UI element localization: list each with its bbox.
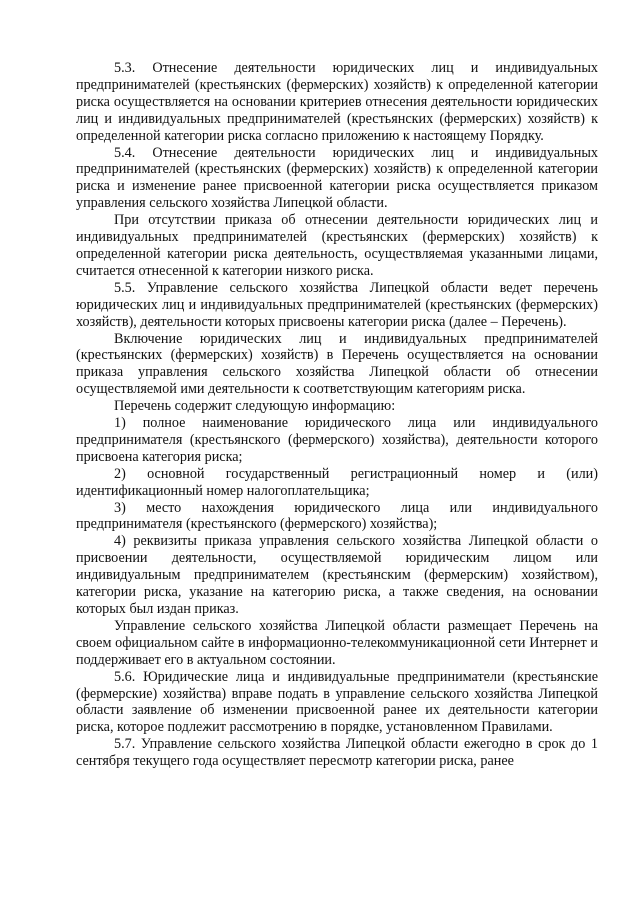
list-item-3: 3) место нахождения юридического лица или индивидуального предпринимателя (крестьянского (фермерского) хозяйства); xyxy=(76,499,598,533)
paragraph-5-6: 5.6. Юридические лица и индивидуальные предприниматели (крестьянские (фермерские) хозяйства) вправе подать в управление сельского хозяйства Липецкой области заявление об изменении присвоенной ранее их деятельности категории риска, которое подлежит рассмотрению в порядке, установленном Правилами. xyxy=(76,668,598,736)
paragraph-list-intro: Перечень содержит следующую информацию: xyxy=(114,398,396,415)
list-item-1: 1) полное наименование юридического лица или индивидуального предпринимателя (крестьянского (фермерского) хозяйства), деятельности которого присвоена категория риска; xyxy=(76,415,598,465)
paragraph-5-4: 5.4. Отнесение деятельности юридических лиц и индивидуальных предпринимателей (крестьянских (фермерских) хозяйств) к определенной категории риска и изменение ранее присвоенной категории риска осуществляется приказом управления сельского хозяйства Липецкой области. xyxy=(76,144,598,212)
document-page xyxy=(76,60,598,770)
paragraph-publication: Управление сельского хозяйства Липецкой области размещает Перечень на своем официальном сайте в информационно-телекоммуникационной сети Интернет и поддерживает его в актуальном состоянии. xyxy=(76,617,598,668)
list-item-4: 4) реквизиты приказа управления сельского хозяйства Липецкой области о присвоении деятельности, осуществляемой юридическим лицом или индивидуальным предпринимателем (крестьянским (фермерским) хозяйством), категории риска, указание на категорию риска, а также сведения, на основании которых был издан приказ. xyxy=(76,533,598,617)
paragraph-5-7: 5.7. Управление сельского хозяйства Липецкой области ежегодно в срок до 1 сентября текущего года осуществляет пересмотр категории риска, ранее xyxy=(76,736,598,770)
paragraph-5-3: 5.3. Отнесение деятельности юридических лиц и индивидуальных предпринимателей (крестьянских (фермерских) хозяйств) к определенной категории риска осуществляется на основании критериев отнесения деятельности юридических лиц и индивидуальных предпринимателей (крестьянских (фермерских) хозяйств) к определенной категории риска согласно приложению к настоящему Порядку. xyxy=(76,60,598,144)
list-item-2: 2) основной государственный регистрационный номер и (или) идентификационный номер налогоплательщика; xyxy=(76,465,598,499)
paragraph-no-order: При отсутствии приказа об отнесении деятельности юридических лиц и индивидуальных предпринимателей (крестьянских (фермерских) хозяйств) к определенной категории риска деятельность, осуществляемая указанными лицами, считается отнесенной к категории низкого риска. xyxy=(76,212,598,279)
paragraph-inclusion: Включение юридических лиц и индивидуальных предпринимателей (крестьянских (фермерских) хозяйств) в Перечень осуществляется на основании приказа управления сельского хозяйства Липецкой области об отнесении осуществляемой ими деятельности к соответствующим категориям риска. xyxy=(76,330,598,398)
paragraph-5-5: 5.5. Управление сельского хозяйства Липецкой области ведет перечень юридических лиц и индивидуальных предпринимателей (крестьянских (фермерских) хозяйств), деятельности которых присвоены категории риска (далее – Перечень). xyxy=(76,279,598,330)
